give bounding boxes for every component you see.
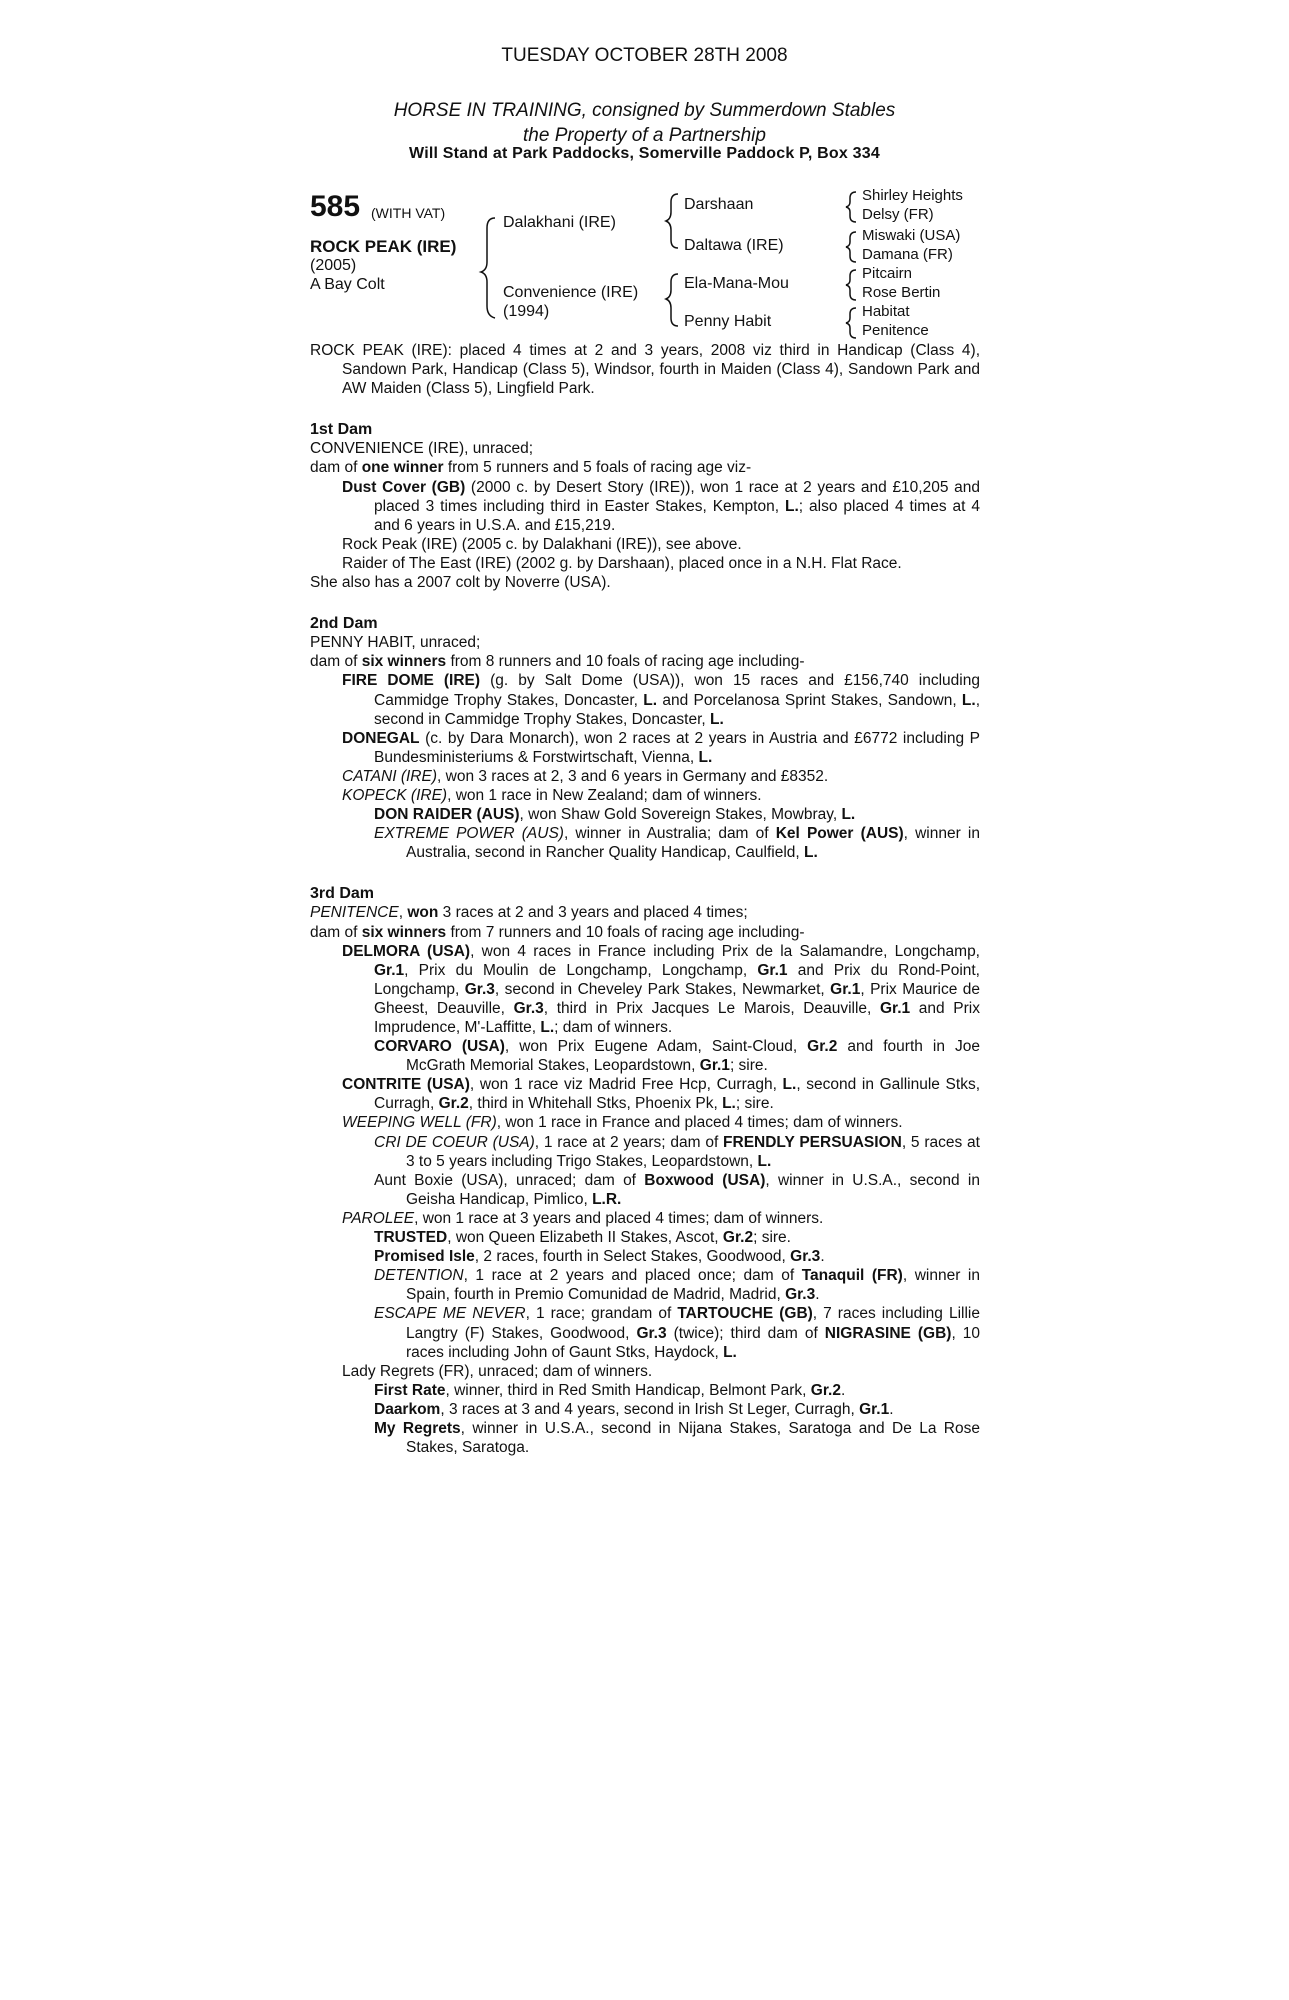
third-dam-produce: dam of six winners from 7 runners and 10 foals of racing age including- bbox=[310, 923, 805, 941]
produce-colt-2007: She also has a 2007 colt by Noverre (USA). bbox=[310, 574, 611, 592]
pedigree-g3-7: Habitat bbox=[862, 303, 910, 320]
produce-extreme-power: EXTREME POWER (AUS), winner in Australia; dam of Kel Power (AUS), winner in Australia, second in Rancher Quality Handicap, Caulfield, L. bbox=[374, 825, 980, 862]
foaling-year: (2005) bbox=[310, 257, 357, 274]
consignor-line: HORSE IN TRAINING, consigned by Summerdown Stables bbox=[393, 100, 896, 121]
pedigree-dam-dam: Penny Habit bbox=[684, 313, 772, 330]
produce-lady-regrets: Lady Regrets (FR), unraced; dam of winners. bbox=[342, 1362, 653, 1380]
first-dam-heading: 1st Dam bbox=[310, 421, 373, 439]
produce-catani: CATANI (IRE), won 3 races at 2, 3 and 6 years in Germany and £8352. bbox=[342, 767, 829, 785]
produce-first-rate: First Rate, winner, third in Red Smith Handicap, Belmont Park, Gr.2. bbox=[374, 1381, 846, 1399]
produce-cri-de-coeur: CRI DE COEUR (USA), 1 race at 2 years; dam of FRENDLY PERSUASION, 5 races at 3 to 5 years including Trigo Stakes, Leopardstown, L. bbox=[374, 1133, 980, 1170]
race-summary: ROCK PEAK (IRE): placed 4 times at 2 and 3 years, 2008 viz third in Handicap (Class 4), Sandown Park, Handicap (Class 5), Windsor, fourth in Maiden (Class 4), Sandown Park and AW Maiden (Class 5), Lingfield Park. bbox=[310, 342, 980, 398]
second-dam-produce: dam of six winners from 8 runners and 10 foals of racing age including- bbox=[310, 653, 805, 671]
first-dam-name: CONVENIENCE (IRE), unraced; bbox=[310, 440, 534, 458]
second-dam-name: PENNY HABIT, unraced; bbox=[310, 634, 481, 652]
produce-daarkom: Daarkom, 3 races at 3 and 4 years, second in Irish St Leger, Curragh, Gr.1. bbox=[374, 1400, 894, 1418]
second-dam-section bbox=[310, 633, 980, 862]
third-dam-heading: 3rd Dam bbox=[310, 885, 375, 903]
vat-note: (WITH VAT) bbox=[371, 205, 446, 221]
produce-escape-me-never: ESCAPE ME NEVER, 1 race; grandam of TARTOUCHE (GB), 7 races including Lillie Langtry (F) Stakes, Goodwood, Gr.3 (twice); third dam of NIGRASINE (GB), 10 races including John of Gaunt Stks, Haydock, L. bbox=[374, 1305, 980, 1361]
produce-aunt-boxie: Aunt Boxie (USA), unraced; dam of Boxwood (USA), winner in U.S.A., second in Geisha Handicap, Pimlico, L.R. bbox=[374, 1171, 980, 1208]
horse-description: A Bay Colt bbox=[310, 276, 385, 293]
ownership-line: the Property of a Partnership bbox=[523, 125, 766, 146]
third-dam-name: PENITENCE, won 3 races at 2 and 3 years and placed 4 times; bbox=[310, 904, 748, 922]
third-dam-section bbox=[310, 903, 980, 1457]
produce-detention: DETENTION, 1 race at 2 years and placed once; dam of Tanaquil (FR), winner in Spain, fourth in Premio Comunidad de Madrid, Madrid, Gr.3. bbox=[374, 1267, 980, 1304]
pedigree-g3-6: Rose Bertin bbox=[862, 284, 941, 301]
produce-corvaro: CORVARO (USA), won Prix Eugene Adam, Saint-Cloud, Gr.2 and fourth in Joe McGrath Memorial Stakes, Leopardstown, Gr.1; sire. bbox=[374, 1038, 980, 1075]
produce-kopeck: KOPECK (IRE), won 1 race in New Zealand; dam of winners. bbox=[342, 786, 762, 804]
pedigree-g3-8: Penitence bbox=[862, 322, 929, 339]
produce-parolee: PAROLEE, won 1 race at 3 years and placed 4 times; dam of winners. bbox=[342, 1209, 824, 1227]
pedigree-sire: Dalakhani (IRE) bbox=[503, 214, 616, 231]
pedigree-g3-1: Shirley Heights bbox=[862, 187, 963, 204]
produce-weeping-well: WEEPING WELL (FR), won 1 race in France and placed 4 times; dam of winners. bbox=[342, 1114, 903, 1132]
pedigree-dam-sire: Ela-Mana-Mou bbox=[684, 275, 789, 292]
pedigree-sire-sire: Darshaan bbox=[684, 196, 754, 213]
produce-delmora: DELMORA (USA), won 4 races in France including Prix de la Salamandre, Longchamp, Gr.1, Prix du Moulin de Longchamp, Longchamp, Gr.1 and Prix du Rond-Point, Longchamp, Gr.3, second in Cheveley Park Stakes, Newmarket, Gr.1, Prix Maurice de Gheest, Deauville, Gr.3, third in Prix Jacques Le Marois, Deauville, Gr.1 and Prix Imprudence, M'-Laffitte, L.; dam of winners. bbox=[342, 942, 980, 1036]
first-dam-produce: dam of one winner from 5 runners and 5 foals of racing age viz- bbox=[310, 459, 752, 477]
pedigree-sire-dam: Daltawa (IRE) bbox=[684, 237, 784, 254]
produce-promised-isle: Promised Isle, 2 races, fourth in Select Stakes, Goodwood, Gr.3. bbox=[374, 1248, 825, 1266]
produce-donegal: DONEGAL (c. by Dara Monarch), won 2 races at 2 years in Austria and £6772 including P Bundesministeriums & Forstwirtschaft, Vienna, L. bbox=[342, 729, 980, 766]
lot-number: 585 bbox=[310, 190, 361, 223]
produce-raider: Raider of The East (IRE) (2002 g. by Darshaan), placed once in a N.H. Flat Race. bbox=[342, 554, 902, 572]
pedigree-g3-3: Miswaki (USA) bbox=[862, 227, 961, 244]
produce-trusted: TRUSTED, won Queen Elizabeth II Stakes, Ascot, Gr.2; sire. bbox=[374, 1229, 791, 1247]
produce-fire-dome: FIRE DOME (IRE) (g. by Salt Dome (USA)), won 15 races and £156,740 including Cammidge Trophy Stakes, Doncaster, L. and Porcelanosa Sprint Stakes, Sandown, L., second in Cammidge Trophy Stakes, Doncaster, L. bbox=[342, 672, 980, 728]
pedigree-brackets bbox=[0, 0, 1289, 340]
produce-contrite: CONTRITE (USA), won 1 race viz Madrid Free Hcp, Curragh, L., second in Gallinule Stks, Curragh, Gr.2, third in Whitehall Stks, Phoenix Pk, L.; sire. bbox=[342, 1076, 980, 1113]
produce-rock-peak: Rock Peak (IRE) (2005 c. by Dalakhani (IRE)), see above. bbox=[342, 535, 742, 553]
pedigree-dam-year: (1994) bbox=[503, 303, 550, 320]
produce-don-raider: DON RAIDER (AUS), won Shaw Gold Sovereign Stakes, Mowbray, L. bbox=[374, 806, 856, 824]
sale-date: TUESDAY OCTOBER 28TH 2008 bbox=[501, 45, 788, 66]
pedigree-g3-2: Delsy (FR) bbox=[862, 206, 934, 223]
produce-my-regrets: My Regrets, winner in U.S.A., second in Nijana Stakes, Saratoga and De La Rose Stakes, Saratoga. bbox=[374, 1419, 980, 1457]
pedigree-g3-4: Damana (FR) bbox=[862, 246, 953, 263]
pedigree-dam: Convenience (IRE) bbox=[503, 284, 639, 301]
second-dam-heading: 2nd Dam bbox=[310, 615, 378, 633]
pedigree-g3-5: Pitcairn bbox=[862, 265, 913, 282]
horse-name: ROCK PEAK (IRE) bbox=[310, 237, 457, 256]
produce-dust-cover: Dust Cover (GB) (2000 c. by Desert Story (IRE)), won 1 race at 2 years and £10,205 and placed 3 times including third in Easter Stakes, Kempton, L.; also placed 4 times at 4 and 6 years in U.S.A. and £15,219. bbox=[342, 478, 980, 534]
first-dam-section bbox=[310, 439, 980, 592]
catalogue-body bbox=[310, 341, 980, 1457]
stand-location: Will Stand at Park Paddocks, Somerville Paddock P, Box 334 bbox=[409, 145, 880, 162]
